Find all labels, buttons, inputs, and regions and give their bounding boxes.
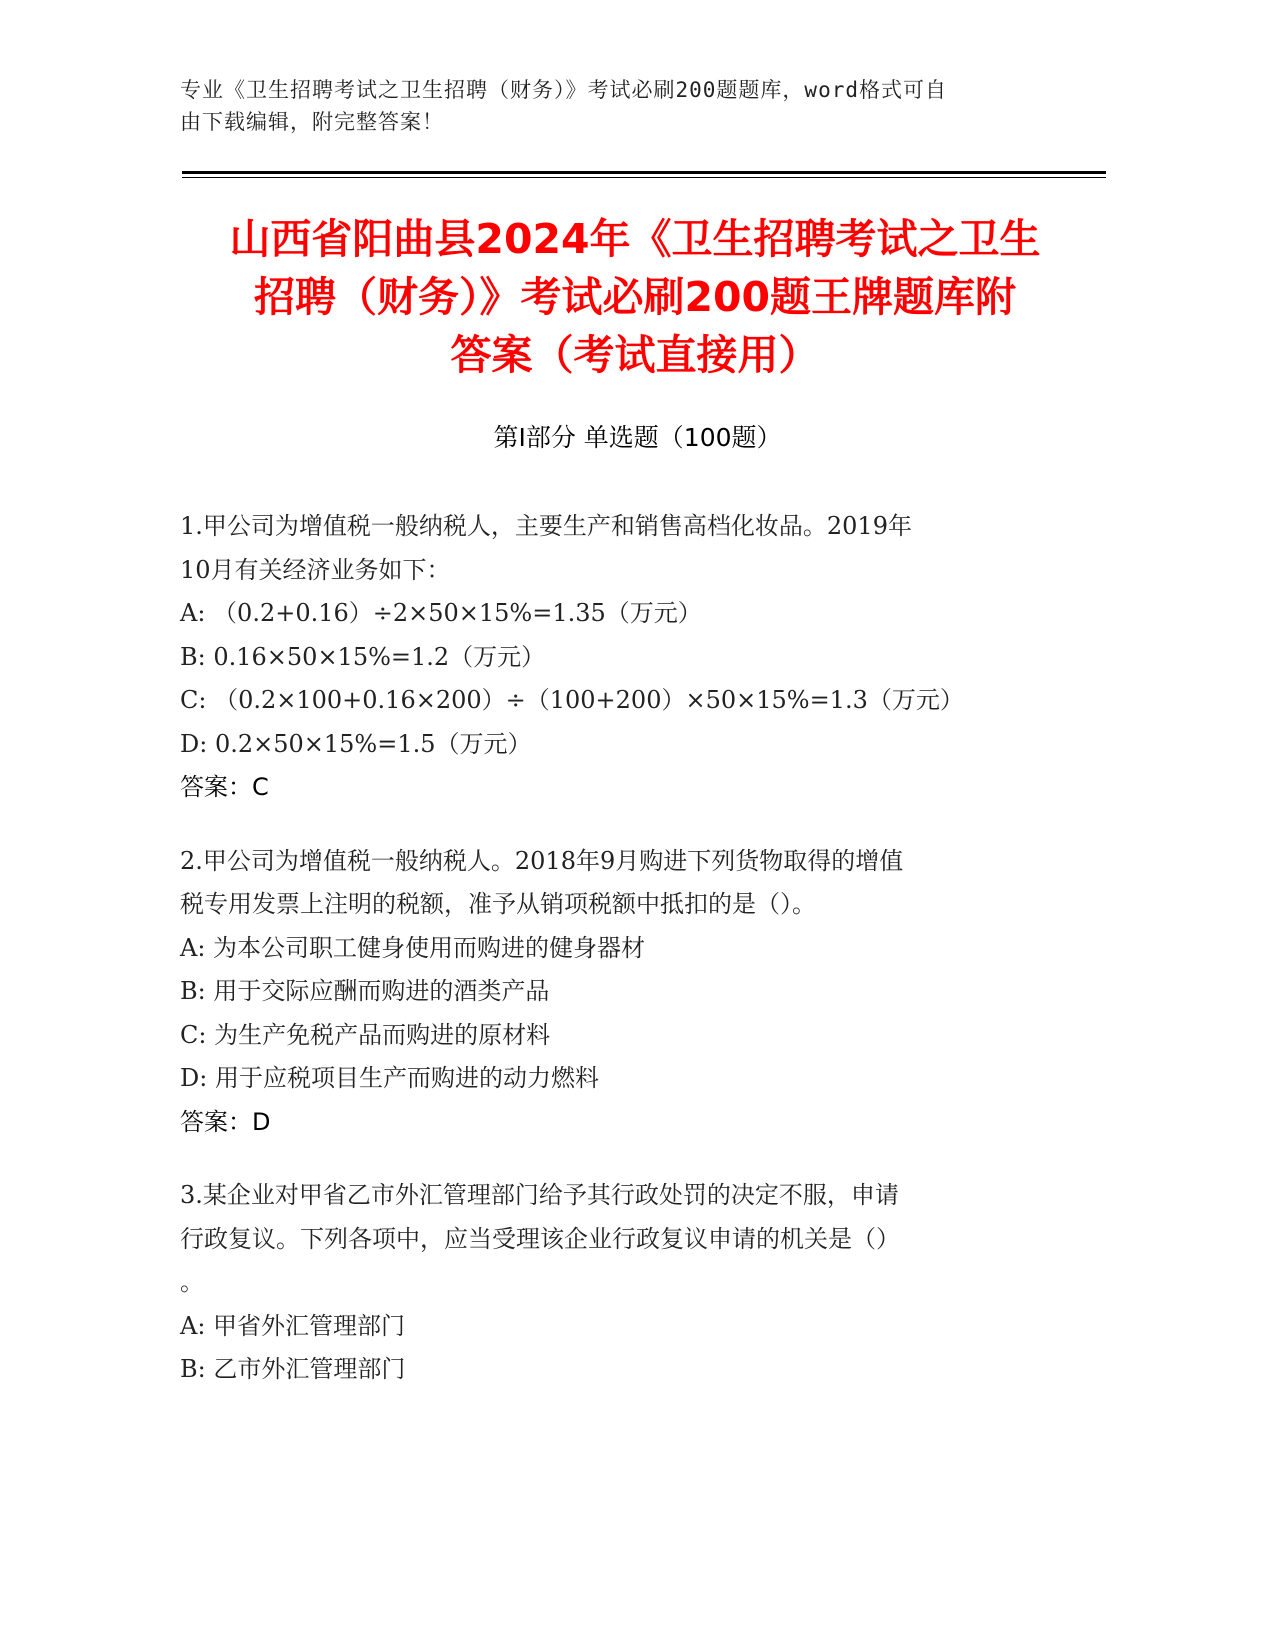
question-text: 税专用发票上注明的税额，准予从销项税额中抵扣的是（）。	[180, 890, 816, 918]
option-b: B: 0.16×50×15%=1.2（万元）	[180, 642, 546, 671]
question-text: 10月有关经济业务如下：	[180, 555, 451, 584]
option-d: D: 用于应税项目生产而购进的动力燃料	[180, 1064, 599, 1092]
answer: 答案：C	[180, 773, 269, 801]
option-a: A: 为本公司职工健身使用而购进的健身器材	[180, 933, 646, 962]
option-d: D: 0.2×50×15%=1.5（万元）	[180, 729, 532, 758]
title-line-2: 招聘（财务）》考试必刷200题王牌题库附	[253, 273, 1017, 321]
option-b: B: 用于交际应酬而购进的酒类产品	[180, 977, 550, 1005]
header-note	[180, 74, 1040, 138]
question-text: 3.某企业对甲省乙市外汇管理部门给予其行政处罚的决定不服，申请	[180, 1181, 899, 1209]
document-title	[170, 210, 1100, 384]
option-a: A: （0.2+0.16）÷2×50×15%=1.35（万元）	[180, 599, 702, 627]
question-list	[180, 505, 1030, 1422]
option-b: B: 乙市外汇管理部门	[180, 1355, 406, 1383]
header-divider-thick	[182, 171, 1106, 174]
header-divider-thin	[182, 177, 1106, 178]
answer: 答案：D	[180, 1107, 271, 1136]
question-text: 2.甲公司为增值税一般纳税人。2018年9月购进下列货物取得的增值	[180, 846, 904, 875]
question-3	[180, 1174, 1030, 1392]
question-text: 1.甲公司为增值税一般纳税人，主要生产和销售高档化妆品。2019年	[180, 512, 912, 540]
title-line-1: 山西省阳曲县2024年《卫生招聘考试之卫生	[229, 215, 1041, 263]
title-line-3: 答案（考试直接用）	[450, 331, 820, 379]
header-note-line-1: 专业《卫生招聘考试之卫生招聘（财务）》考试必刷200题题库，word格式可自	[180, 78, 947, 102]
question-2	[180, 840, 1030, 1145]
question-text: 。	[180, 1268, 204, 1296]
option-c: C: 为生产免税产品而购进的原材料	[180, 1020, 551, 1049]
header-note-line-2: 由下载编辑，附完整答案！	[180, 110, 444, 134]
question-1	[180, 505, 1030, 810]
option-c: C: （0.2×100+0.16×200）÷（100+200）×50×15%=1.3（万元）	[180, 686, 964, 714]
option-a: A: 甲省外汇管理部门	[180, 1311, 406, 1340]
section-title: 第Ⅰ部分 单选题（100题）	[493, 423, 782, 452]
question-text: 行政复议。下列各项中，应当受理该企业行政复议申请的机关是（）	[180, 1224, 900, 1253]
